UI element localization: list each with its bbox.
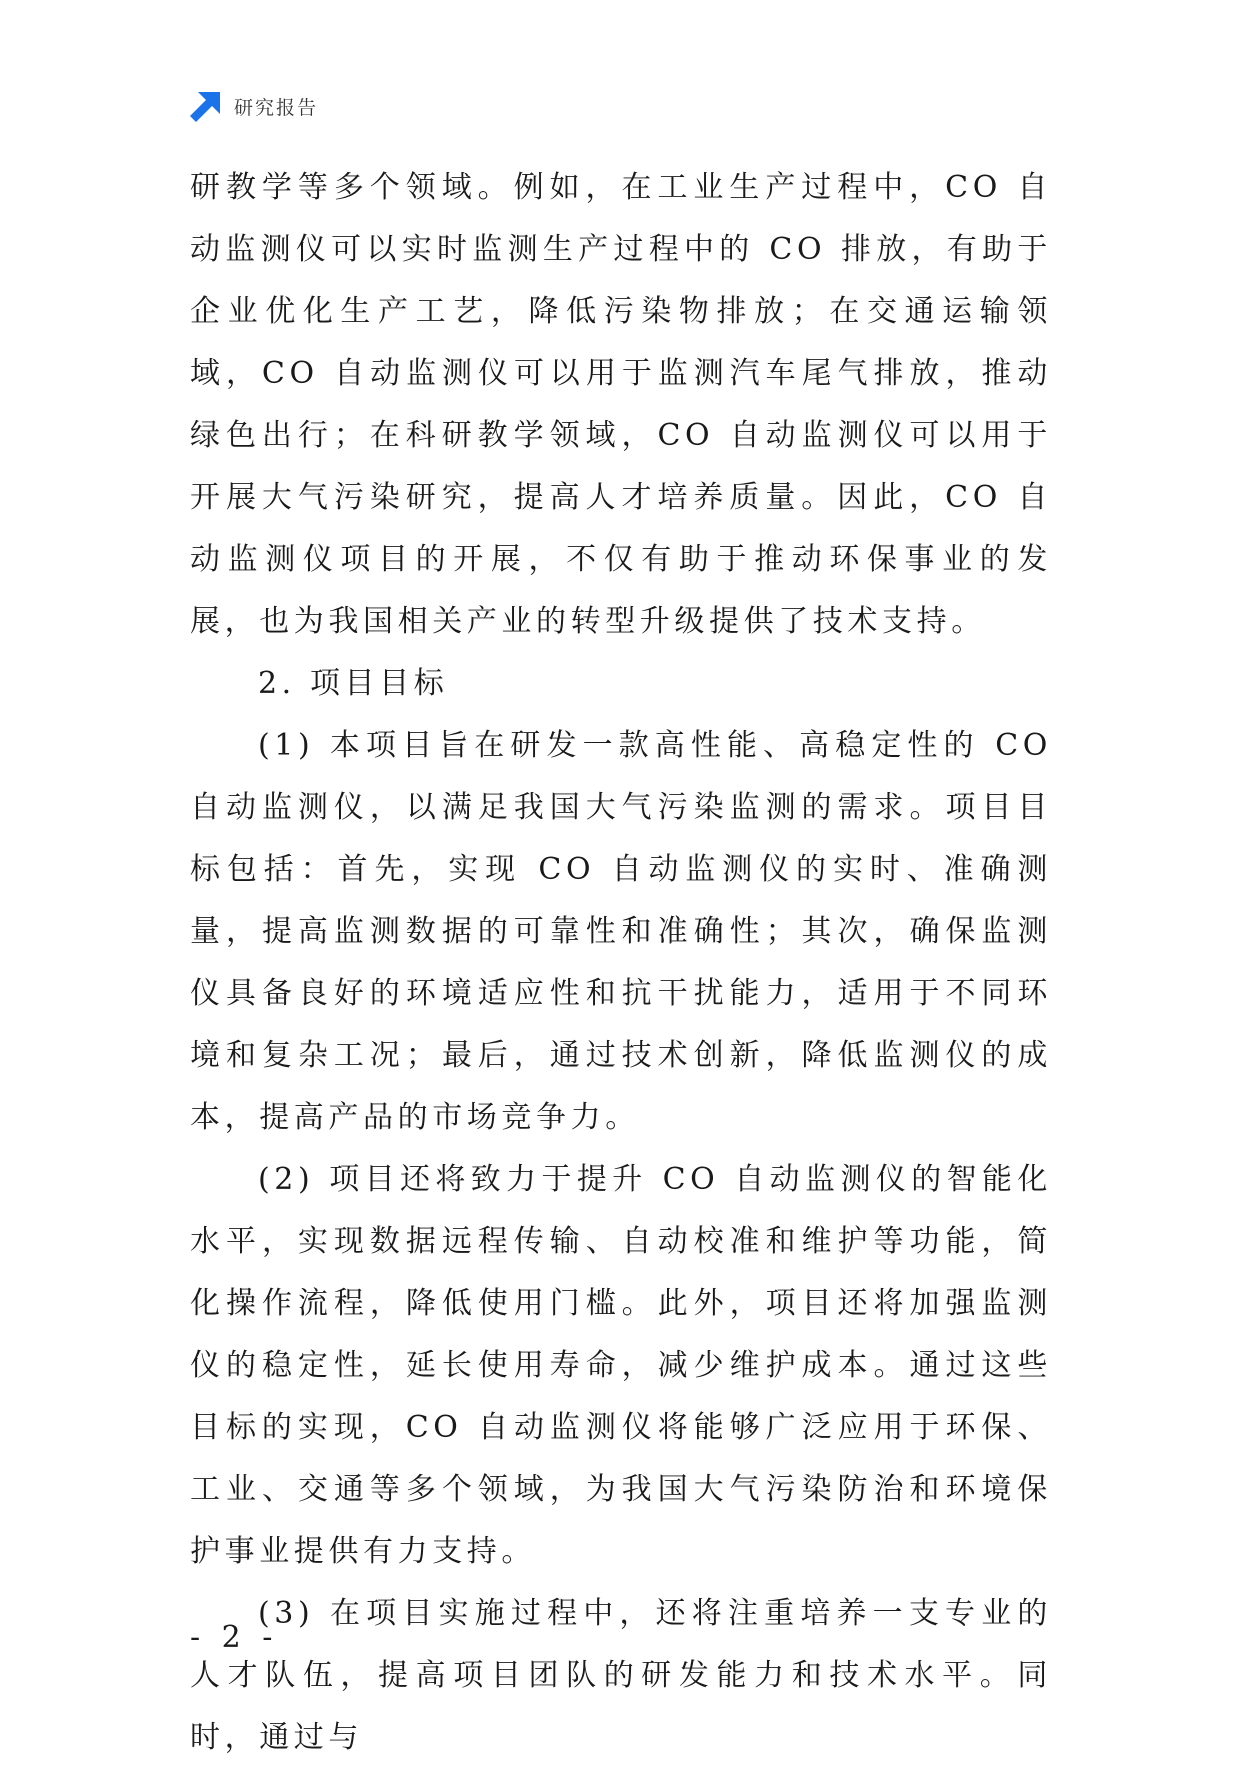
paragraph-goal-1: (1) 本项目旨在研发一款高性能、高稳定性的 CO 自动监测仪，以满足我国大气污染监测的需求。项目目标包括：首先，实现 CO 自动监测仪的实时、准确测量，提高监测数据的可靠性和准确性；其次，确保监测仪具备良好的环境适应性和抗干扰能力，适用于不同环境和复杂工况；最后，通过技术创新，降低监测仪的成本，提高产品的市场竞争力。 <box>190 728 1052 1135</box>
paragraph-goal-2: (2) 项目还将致力于提升 CO 自动监测仪的智能化水平，实现数据远程传输、自动校准和维护等功能，简化操作流程，降低使用门槛。此外，项目还将加强监测仪的稳定性，延长使用寿命，减少维护成本。通过这些目标的实现，CO 自动监测仪将能够广泛应用于环保、工业、交通等多个领域，为我国大气污染防治和环境保护事业提供有力支持。 <box>190 1162 1052 1569</box>
paragraph-continuation: 研教学等多个领域。例如，在工业生产过程中，CO 自动监测仪可以实时监测生产过程中的 CO 排放，有助于企业优化生产工艺，降低污染物排放；在交通运输领域，CO 自动监测仪可以用于监测汽车尾气排放，推动绿色出行；在科研教学领域，CO 自动监测仪可以用于开展大气污染研究，提高人才培养质量。因此，CO 自动监测仪项目的开展，不仅有助于推动环保事业的发展，也为我国相关产业的转型升级提供了技术支持。 <box>190 170 1052 639</box>
section-heading: 2. 项目目标 <box>258 666 449 701</box>
document-body <box>190 157 1052 1769</box>
page-number: - 2 - <box>190 1620 279 1655</box>
header-title: 研究报告 <box>234 96 319 119</box>
page-header <box>190 88 318 124</box>
paragraph-goal-3: (3) 在项目实施过程中，还将注重培养一支专业的人才队伍，提高项目团队的研发能力和技术水平。同时，通过与 <box>190 1596 1052 1755</box>
arrow-up-right-icon <box>190 90 222 122</box>
